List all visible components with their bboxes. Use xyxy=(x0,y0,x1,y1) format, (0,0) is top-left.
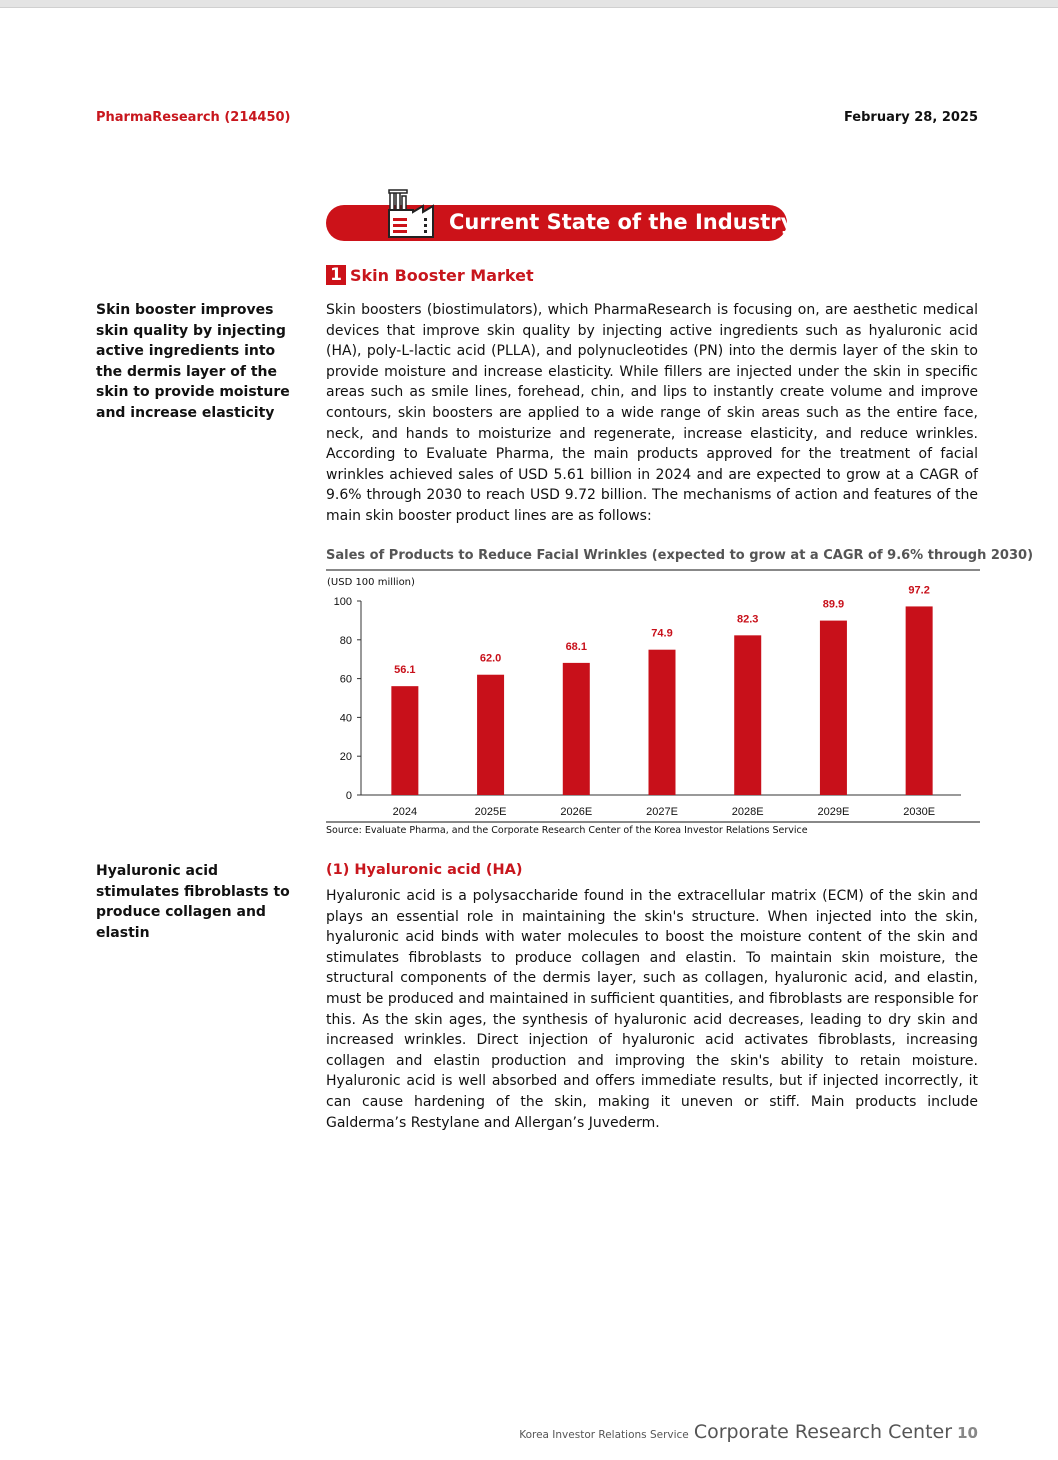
side-note-hyaluronic: Hyaluronic acid stimulates fibroblasts to produce collagen and elastin xyxy=(96,863,290,941)
y-tick-label: 20 xyxy=(339,751,352,764)
bar-value-label: 56.1 xyxy=(394,664,416,677)
section-number: 1 xyxy=(326,265,346,285)
x-tick-label: 2027E xyxy=(646,806,678,818)
y-tick-label: 80 xyxy=(339,634,352,647)
x-tick-label: 2025E xyxy=(474,806,507,818)
bar xyxy=(649,650,676,795)
bar xyxy=(820,621,847,795)
y-tick-label: 40 xyxy=(339,712,352,725)
bar xyxy=(734,635,761,795)
footer-center: Corporate Research Center xyxy=(693,1421,953,1443)
x-tick-label: 2028E xyxy=(731,806,764,818)
x-tick-label: 2024 xyxy=(392,806,418,818)
bar xyxy=(563,663,590,795)
banner-title: Current State of the Industry xyxy=(449,210,795,234)
page-number: 10 xyxy=(957,1424,978,1442)
bar-value-label: 89.9 xyxy=(822,598,845,611)
chart-title: Sales of Products to Reduce Facial Wrinkles (expected to grow at a CAGR of 9.6% through 2030) xyxy=(326,548,1034,563)
x-tick-label: 2026E xyxy=(560,806,593,818)
chart-source: Source: Evaluate Pharma, and the Corporate Research Center of the Korea Investor Relations Service xyxy=(326,825,808,836)
paragraph-hyaluronic: Hyaluronic acid is a polysaccharide found in the extracellular matrix (ECM) of the skin and plays an essential role in maintaining the skin's structure. When injected into the skin, hyaluronic acid binds with water molecules to boost the moisture content of the skin and stimulates fibroblasts to produce collagen and elastin. To maintain skin moisture, the structural components of the dermis layer, such as collagen, hyaluronic acid, and elastin, must be produced and maintained in sufficient quantities, and fibroblasts are responsible for this. As the skin ages, the synthesis of hyaluronic acid decreases, leading to dry skin and increased wrinkles. Direct injection of hyaluronic acid activates fibroblasts, increasing collagen and elastin production and improving the skin's ability to retain moisture. Hyaluronic acid is well absorbed and offers immediate results, but if injected incorrectly, it can cause hardening of the skin, making it uneven or stiff. Main products include Galderma’s Restylane and Allergan’s Juvederm. xyxy=(326,888,978,1131)
bar-value-label: 82.3 xyxy=(737,613,759,626)
bar xyxy=(477,675,504,795)
x-tick-label: 2029E xyxy=(817,806,850,818)
bar xyxy=(906,606,933,795)
footer xyxy=(519,1421,978,1443)
chart-unit-label: (USD 100 million) xyxy=(327,577,415,588)
report-date: February 28, 2025 xyxy=(843,110,978,125)
y-tick-label: 100 xyxy=(333,596,352,608)
side-note-skin-booster: Skin booster improves skin quality by injecting active ingredients into the dermis layer of the skin to provide moisture and increase elasticity xyxy=(96,302,290,421)
section-title: Skin Booster Market xyxy=(350,266,534,285)
paragraph-skin-boosters: Skin boosters (biostimulators), which PharmaResearch is focusing on, are aesthetic medical devices that improve skin quality by injecting active ingredients such as hyaluronic acid (HA), poly-L-lactic acid (PLLA), and polynucleotides (PN) into the dermis layer of the skin to provide moisture and increase elasticity. While fillers are injected under the skin in specific areas such as smile lines, forehead, chin, and lips to instantly create volume and improve contours, skin boosters are applied to a wide range of skin areas such as the entire face, neck, and hands to moisturize and regenerate, increase elasticity, and reduce wrinkles. According to Evaluate Pharma, the main products approved for the treatment of facial wrinkles achieved sales of USD 5.61 billion in 2024 and are expected to grow at a CAGR of 9.6% through 2030 to reach USD 9.72 billion. The mechanisms of action and features of the main skin booster product lines are as follows: xyxy=(326,302,978,524)
factory-icon xyxy=(386,188,436,240)
bar-chart xyxy=(326,571,980,821)
bar-value-label: 62.0 xyxy=(479,652,502,665)
chart-bottom-rule xyxy=(326,821,980,823)
bar-value-label: 68.1 xyxy=(565,640,587,653)
subsection-title: (1) Hyaluronic acid (HA) xyxy=(326,862,523,878)
y-tick-label: 0 xyxy=(345,790,352,802)
x-tick-label: 2030E xyxy=(903,806,936,818)
bar xyxy=(391,686,418,795)
bar-value-label: 97.2 xyxy=(908,584,930,597)
y-tick-label: 60 xyxy=(339,673,352,686)
company-header: PharmaResearch (214450) xyxy=(96,110,291,125)
bar-value-label: 74.9 xyxy=(651,627,673,640)
footer-org: Korea Investor Relations Service xyxy=(519,1429,689,1441)
top-border xyxy=(0,0,1058,8)
